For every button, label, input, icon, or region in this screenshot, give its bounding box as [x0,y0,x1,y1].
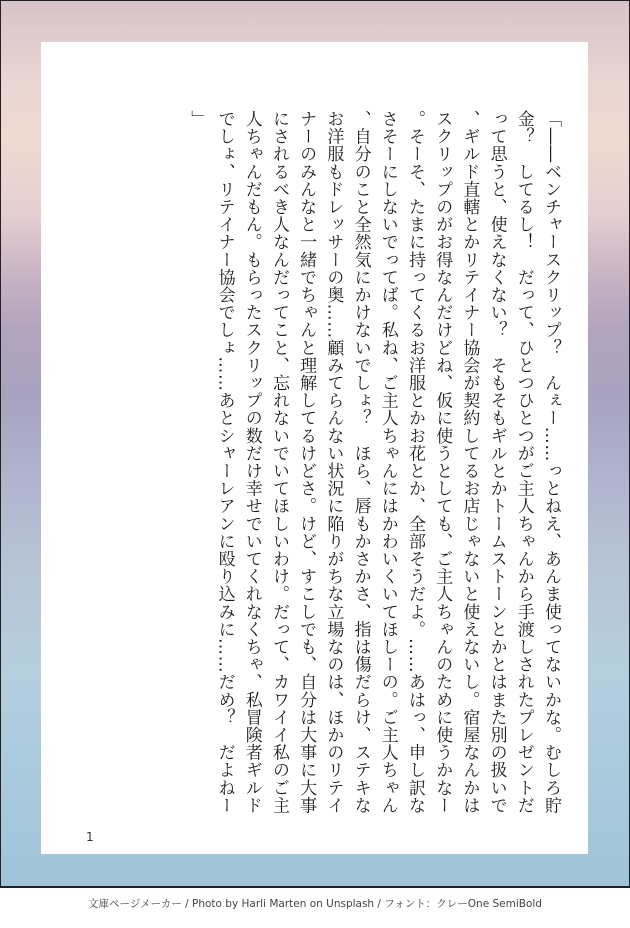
credit-line: 文庫ページメーカー / Photo by Harli Marten on Unsplash / フォント：クレーOne SemiBold [88,898,542,910]
body-paragraph: 「――ベンチャースクリップ？ んぇー……っとねえ、あんま使ってないかな。むしろ貯金？ してるし！ だって、ひとつひとつがご主人ちゃんから手渡しされたプレゼントだって思うと、使えなくない？ そもそもギルとかトームストーンとかとはまた別の扱いで、ギルド直轄とかリテイナー協会が契約してるお店じゃないと使えないし。宿屋なんかはスクリップのがお得なんだけどね、仮に使うとしても、ご主人ちゃんのために使うかなー。そーそ、たまに持ってくるお洋服とかお花とか、全部そうだよ。……あはっ、申し訳なさそーにしないでってば。私ね、ご主人ちゃんにはかわいくいてほしーの。ご主人ちゃん、自分のこと全然気にかけないでしょ？ ほら、唇もかさかさ、指は傷だらけ、ステキなお洋服もドレッサーの奥……顧みてらんない状況に陥りがちな立場なのは、ほかのリテイナーのみんなと一緒でちゃんと理解してるけどさ。けど、すこしでも、自分は大事に大事にされるべき人なんだってこと、忘れないでいてほしいわけ。だって、カワイイ私のご主人ちゃんだもん。もらったスクリップの数だけ幸せでいてくれなくちゃ、私冒険者ギルドでしょ、リテイナー協会でしょ……あとシャーレアンに殴り込みに……だめ？ だよねー」 [187,110,561,814]
vertical-body-text [183,110,564,822]
page-number: 1 [86,830,94,844]
book-page [41,42,588,854]
